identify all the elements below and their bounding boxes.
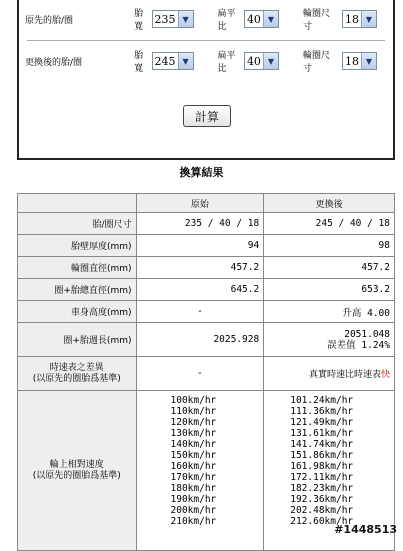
list-item: 111.36km/hr: [290, 406, 354, 417]
list-item: 100km/hr: [170, 395, 217, 406]
original-tire-row: [25, 6, 387, 32]
list-item: 190km/hr: [170, 494, 217, 505]
table-row: 時速表之差異 (以原先的圈胎爲基準) - 真實時速比時速表快: [18, 357, 395, 391]
list-item: 130km/hr: [170, 428, 217, 439]
list-item: 192.36km/hr: [290, 494, 354, 505]
chevron-down-icon: ▼: [263, 11, 278, 27]
list-item: 180km/hr: [170, 483, 217, 494]
speed-original-list: [171, 395, 264, 527]
header-blank: [18, 194, 137, 213]
list-item: 101.24km/hr: [290, 395, 354, 406]
original-rim-label: 輪圈尺寸: [302, 9, 330, 32]
chevron-down-icon: ▼: [178, 11, 193, 27]
speed-new-list: [290, 395, 394, 527]
calculate-button[interactable]: 計算: [183, 105, 231, 127]
original-width-select[interactable]: 235 ▼: [152, 10, 194, 28]
list-item: 182.23km/hr: [290, 483, 354, 494]
new-width-field: [134, 48, 193, 74]
original-ratio-field: [218, 6, 279, 32]
list-item: 170km/hr: [170, 472, 217, 483]
table-row: 車身高度(mm) - 升高 4.00: [18, 301, 395, 323]
new-ratio-label: 扁平比: [217, 51, 236, 74]
chevron-down-icon: ▼: [361, 53, 376, 69]
new-width-label: 胎寬: [134, 51, 144, 74]
list-item: 172.11km/hr: [290, 472, 354, 483]
list-item: 200km/hr: [170, 505, 217, 516]
result-title: 換算結果: [179, 166, 224, 179]
list-item: 210km/hr: [170, 516, 217, 527]
chevron-down-icon: ▼: [178, 53, 193, 69]
list-item: 212.60km/hr: [290, 516, 354, 527]
speed-original-cell: [136, 391, 264, 551]
list-item: 120km/hr: [170, 417, 217, 428]
result-table: [17, 193, 395, 551]
list-item: 151.86km/hr: [290, 450, 354, 461]
new-ratio-field: [218, 48, 279, 74]
new-tire-label: 更換後的胎/圈: [25, 57, 83, 68]
table-row: 胎壁厚度(mm) 94 98: [18, 235, 395, 257]
new-width-select[interactable]: 245 ▼: [152, 52, 194, 70]
original-width-field: [134, 6, 193, 32]
col-new: 更換後: [264, 194, 395, 213]
original-ratio-label: 扁平比: [217, 9, 236, 32]
list-item: 121.49km/hr: [290, 417, 354, 428]
chevron-down-icon: ▼: [263, 53, 278, 69]
chevron-down-icon: ▼: [361, 11, 376, 27]
table-row: 圈+胎週長(mm) 2025.928 2051.048 誤差值 1.24%: [18, 323, 395, 357]
original-ratio-select[interactable]: 40 ▼: [244, 10, 279, 28]
list-item: 141.74km/hr: [290, 439, 354, 450]
list-item: 110km/hr: [170, 406, 217, 417]
result-header-row: [18, 194, 395, 213]
new-rim-label: 輪圈尺寸: [302, 51, 330, 74]
list-item: 202.48km/hr: [290, 505, 354, 516]
new-ratio-select[interactable]: 40 ▼: [244, 52, 279, 70]
original-rim-field: [303, 6, 377, 32]
table-row: 輪上相對速度 (以原先的圈胎爲基準) 100km/hr 110km/hr 120km/hr 130km/hr 140km/hr 150km/hr 160km/hr 170km/hr 180km/hr 190km/hr 200km/hr 210km/hr 101.24km/hr 111.36km/hr 121.49km/hr 131.61km/hr 141.74km/hr 151.86km/hr 161.98km/hr 172.11km/hr 182.23km/hr 192.36km/hr 202.48km/hr 212.60km/hr: [18, 391, 395, 551]
list-item: 160km/hr: [170, 461, 217, 472]
form-divider: [27, 40, 385, 41]
list-item: 140km/hr: [170, 439, 217, 450]
tire-form: [17, 0, 395, 160]
table-row: 輪圈直徑(mm) 457.2 457.2: [18, 257, 395, 279]
original-width-label: 胎寬: [134, 9, 144, 32]
new-rim-select[interactable]: 18 ▼: [342, 52, 377, 70]
original-rim-select[interactable]: 18 ▼: [342, 10, 377, 28]
table-row: 圈+胎總直徑(mm) 645.2 653.2: [18, 279, 395, 301]
col-original: 原始: [136, 194, 264, 213]
list-item: 161.98km/hr: [290, 461, 354, 472]
new-tire-row: [25, 48, 387, 74]
table-row: 胎/圈尺寸 235 / 40 / 18 245 / 40 / 18: [18, 213, 395, 235]
watermark: #1448513: [334, 523, 397, 536]
new-rim-field: [303, 48, 377, 74]
original-tire-label: 原先的胎/圈: [25, 15, 74, 26]
list-item: 150km/hr: [170, 450, 217, 461]
list-item: 131.61km/hr: [290, 428, 354, 439]
